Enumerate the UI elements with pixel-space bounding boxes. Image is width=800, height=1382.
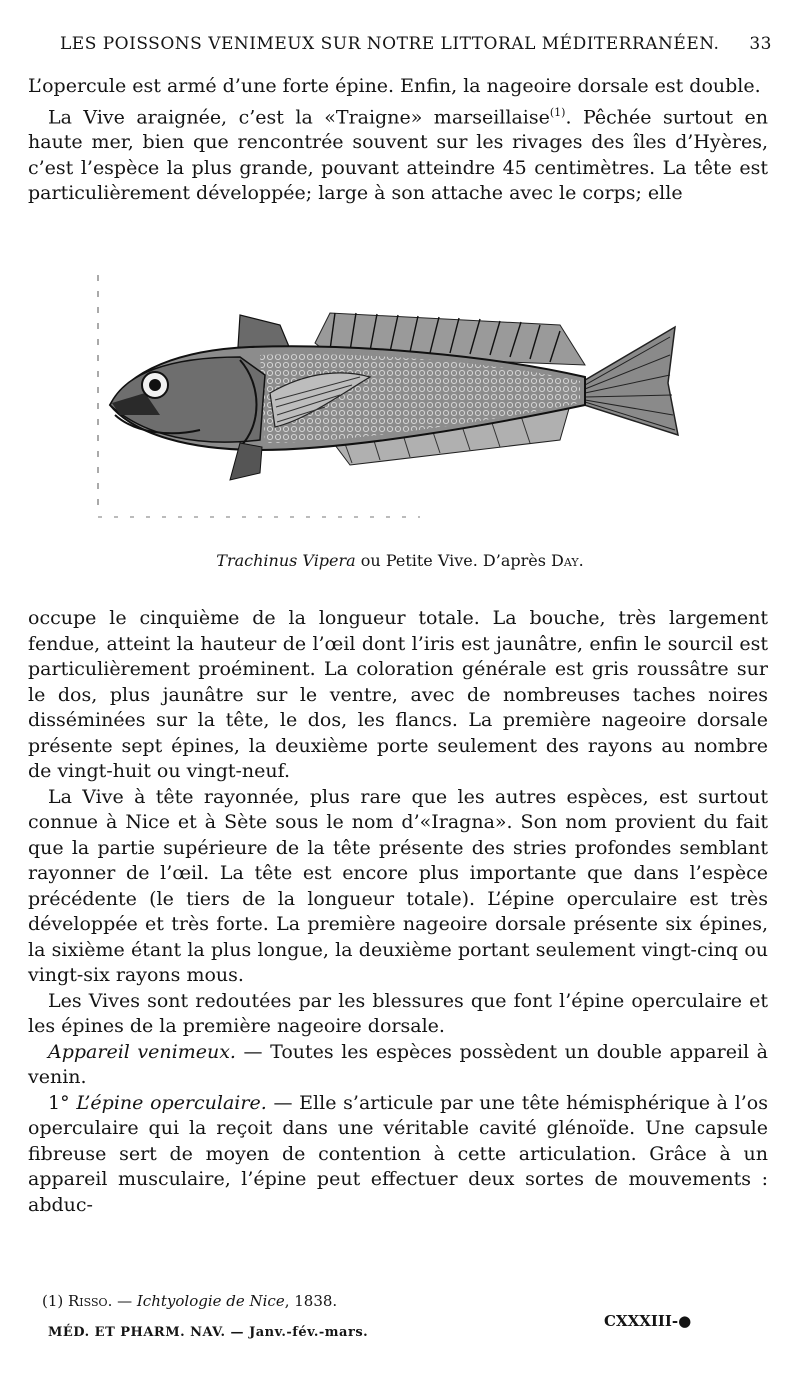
paragraph-appareil-venimeux	[28, 1040, 768, 1091]
footnote-reference: (1)	[549, 105, 566, 119]
paragraph-vive-araignee	[28, 100, 768, 207]
footer-journal: MÉD. ET PHARM. NAV. — Janv.-fév.-mars.	[48, 1325, 369, 1340]
caption-end: .	[578, 551, 584, 570]
paragraph-vive-araignee-a: La Vive araignée, c’est la «Traigne» marseillaise	[48, 105, 550, 128]
epine-text: — Elle s’articule par une tête hémisphérique à l’os operculaire qui la reçoit dans une véritable cavité glénoïde. Une capsule fibreuse sert de moyen de contention à cette articulation. Grâce à un appareil musculaire, l’épine peut effectuer deux sortes de mouvements : abduc-	[28, 1091, 768, 1216]
paragraph-vive-araignee-b: . Pêchée surtout en haute mer, bien que rencontrée souvent sur les rivages des îles d’Hyères, c’est l’espèce la plus grande, pouvant atteindre 45 centimètres. La tête est particulièrement développée; large à son attache avec le corps; elle	[28, 105, 769, 205]
paragraph-blessures: Les Vives sont redoutées par les blessures que font l’épine operculaire et les épines de la première nageoire dorsale.	[28, 989, 768, 1037]
paragraph-tete-rayonnee: La Vive à tête rayonnée, plus rare que les autres espèces, est surtout connue à Nice et à Sète sous le nom d’«Iragna». Son nom provient du fait que la partie supérieure de la tête présente des stries profondes semblant rayonner de l’œil. La tête est encore plus importante que dans l’espèce précédente (le tiers de la longueur totale). L’épine operculaire est très développée et très forte. La première nageoire dorsale présente six épines, la sixième étant la plus longue, la deuxième portant seulement vingt-cinq ou vingt-six rayons mous.	[28, 785, 768, 986]
header-title: LES POISSONS VENIMEUX SUR NOTRE LITTORAL MÉDITERRANÉEN.	[60, 34, 720, 54]
top-text	[28, 74, 768, 207]
appareil-text: — Toutes les espèces possèdent un double appareil à venin.	[28, 1040, 768, 1088]
caption-author: Day	[551, 551, 579, 570]
footer-signature: CXXXIII-●	[604, 1312, 692, 1330]
section-heading-epine: L’épine operculaire.	[76, 1091, 267, 1114]
epine-number: 1°	[48, 1091, 77, 1114]
caption-text: ou Petite Vive. D’après	[355, 551, 552, 570]
page-number: 33	[749, 34, 772, 54]
caption-species: Trachinus Vipera	[216, 551, 356, 570]
figure-caption	[0, 551, 800, 570]
section-heading-appareil: Appareil venimeux.	[48, 1040, 236, 1063]
footnote-year: , 1838.	[284, 1292, 338, 1310]
footnote-dash: . —	[107, 1292, 137, 1310]
running-header	[60, 34, 772, 54]
footnote-title: Ichtyologie de Nice	[136, 1292, 285, 1310]
main-text	[28, 606, 768, 1218]
footnote-author: Risso	[68, 1292, 108, 1310]
paragraph-epine-operculaire	[28, 1091, 768, 1219]
footnote-mark: (1)	[42, 1292, 69, 1310]
paragraph-opercule: L’opercule est armé d’une forte épine. Enfin, la nageoire dorsale est double.	[28, 75, 761, 97]
trachinus-vipera-fish-illustration-icon	[90, 265, 690, 520]
footnote	[42, 1292, 337, 1310]
fish-figure	[90, 265, 690, 520]
paragraph-description: occupe le cinquième de la longueur totale. La bouche, très largement fendue, atteint la hauteur de l’œil dont l’iris est jaunâtre, enfin le sourcil est particulièrement proéminent. La coloration générale est gris roussâtre sur le dos, plus jaunâtre sur le ventre, avec de nombreuses taches noires disséminées sur la tête, le dos, les flancs. La première nageoire dorsale présente sept épines, la deuxième porte seulement des rayons au nombre de vingt-huit ou vingt-neuf.	[28, 607, 768, 782]
